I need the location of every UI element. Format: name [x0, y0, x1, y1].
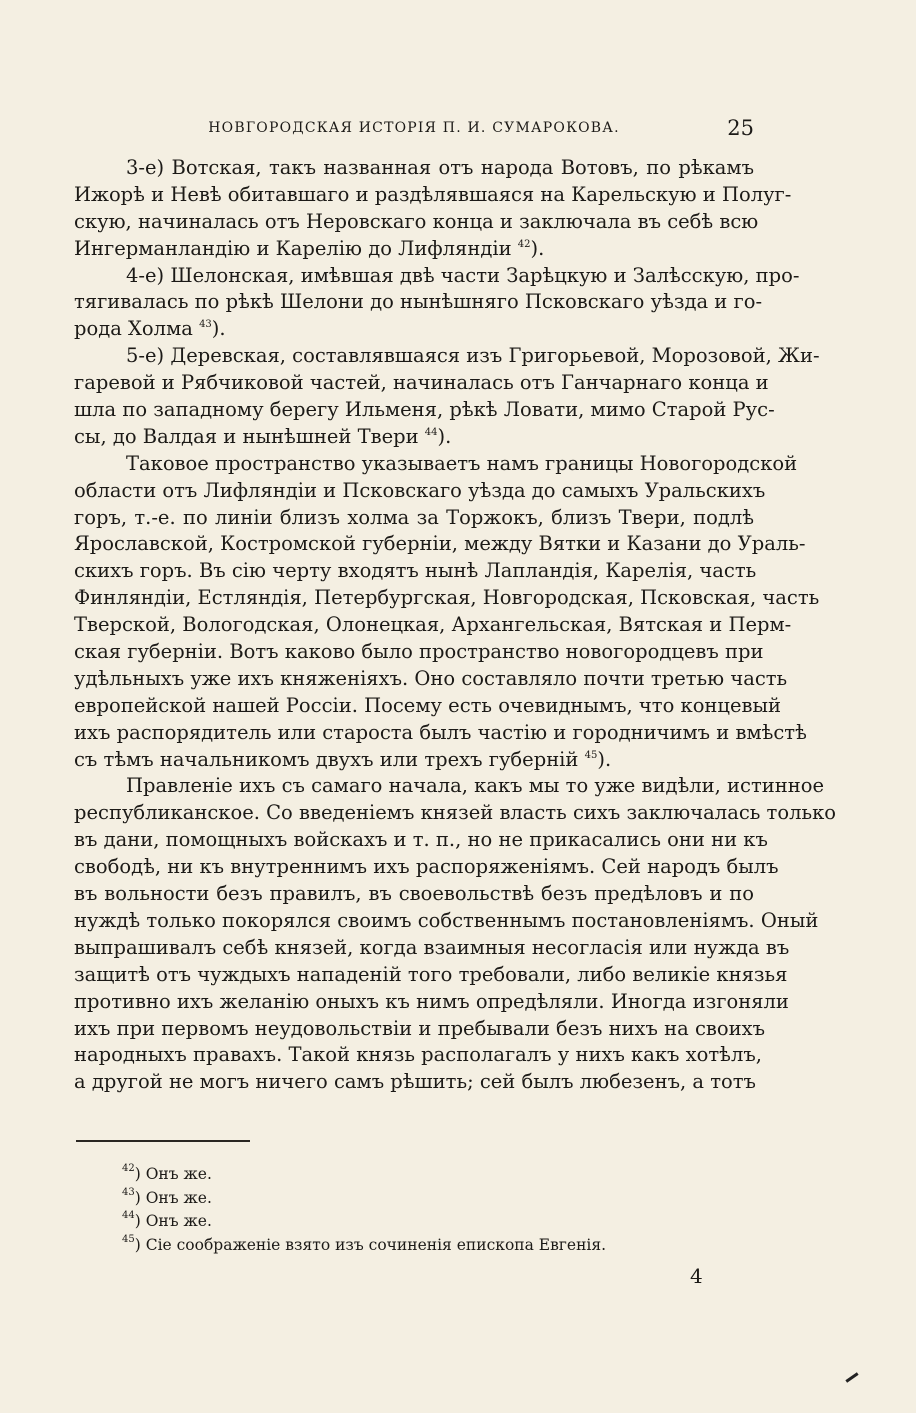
footnote-number: 45	[122, 1233, 135, 1245]
text-line: Финляндіи, Естляндія, Петербургская, Новгородская, Псковская, часть	[74, 586, 820, 610]
text-line: ихъ распорядитель или староста былъ частію и городничимъ и вмѣстѣ	[74, 720, 807, 744]
footnote-text: ) Сіе соображеніе взято изъ сочиненія епископа Евгенія.	[134, 1235, 607, 1254]
text-line: свободѣ, ни къ внутреннимъ ихъ распоряженіямъ. Сей народъ былъ	[74, 855, 779, 879]
footnote-ref: 43	[199, 319, 212, 331]
text-line-last	[74, 236, 754, 263]
pen-stroke-mark	[845, 1372, 858, 1382]
text-line: защитѣ отъ чуждыхъ нападеній того требовали, либо великіе князья	[74, 962, 788, 986]
text-line: шла по западному берегу Ильменя, рѣкѣ Ловати, мимо Старой Рус-	[74, 398, 775, 422]
footnotes	[122, 1163, 722, 1257]
text-line: нуждѣ только покорялся своимъ собственнымъ постановленіямъ. Оный	[74, 908, 819, 932]
text-line: Таковое пространство указываетъ намъ границы Новогородской	[126, 451, 798, 475]
text-line-last	[74, 316, 754, 343]
text-line: тягивалась по рѣкѣ Шелони до нынѣшняго Псковскаго уѣзда и го-	[74, 290, 763, 314]
footnote-text: ) Онъ же.	[134, 1165, 212, 1183]
text-line: ская губерніи. Вотъ каково было пространство новогородцевъ при	[74, 640, 764, 664]
line-end: ).	[437, 424, 452, 448]
footnote-ref: 44	[424, 426, 438, 438]
text-line: области отъ Лифляндіи и Псковскаго уѣзда до самыхъ Уральскихъ	[74, 478, 766, 502]
line-end: ).	[530, 236, 545, 260]
line-end: ).	[597, 747, 612, 771]
running-title: НОВГОРОДСКАЯ ИСТОРІЯ П. И. СУМАРОКОВА.	[208, 120, 620, 136]
text-line: Ижорѣ и Невѣ обитавшаго и раздѣлявшаяся на Карельскую и Полуг-	[74, 182, 792, 206]
footnote-ref: 45	[584, 749, 598, 761]
line-text: съ тѣмъ начальникомъ двухъ или трехъ губерній	[74, 747, 585, 771]
text-line: народныхъ правахъ. Такой князь располагалъ у нихъ какъ хотѣлъ,	[74, 1043, 762, 1067]
text-line: Тверской, Вологодская, Олонецкая, Архангельская, Вятская и Перм-	[74, 613, 792, 637]
text-line: въ дани, помощныхъ войскахъ и т. п., но не прикасались они ни къ	[74, 828, 768, 852]
text-line: въ вольности безъ правилъ, въ своевольствѣ безъ предѣловъ и по	[74, 882, 754, 906]
footnote-number: 42	[122, 1163, 135, 1174]
text-line: ихъ при первомъ неудовольствіи и пребывали безъ нихъ на своихъ	[74, 1016, 766, 1040]
text-line: 4-е) Шелонская, имѣвшая двѣ части Зарѣцкую и Залѣсскую, про-	[126, 263, 800, 287]
footnote-ref: 42	[517, 238, 531, 250]
line-end: ).	[211, 317, 226, 341]
line-text: рода Холма	[74, 317, 200, 341]
footnote-text: ) Онъ же.	[134, 1188, 212, 1207]
footnote	[122, 1163, 722, 1187]
page-number: 25	[727, 116, 754, 140]
text-line: Ярославской, Костромской губерніи, между Вятки и Казани до Ураль-	[74, 532, 806, 556]
body-text	[74, 155, 837, 1096]
text-line: удѣльныхъ уже ихъ княженіяхъ. Оно составляло почти третью часть	[74, 666, 788, 690]
text-line: 3-е) Вотская, такъ названная отъ народа Вотовъ, по рѣкамъ	[126, 156, 754, 179]
paragraph	[74, 155, 792, 263]
footnote-rule	[76, 1140, 250, 1142]
line-text: сы, до Валдая и нынѣшней Твери	[74, 424, 425, 448]
text-line: 5-е) Деревская, составлявшаяся изъ Григорьевой, Морозовой, Жи-	[126, 344, 820, 368]
footnote	[122, 1187, 722, 1211]
text-line: скую, начиналась отъ Неровскаго конца и заключала въ себѣ всю	[74, 209, 759, 233]
footnote-text: ) Онъ же.	[134, 1212, 212, 1230]
signature-mark: 4	[690, 1264, 703, 1288]
text-line: выпрашивалъ себѣ князей, когда взаимныя несогласія или нужда въ	[74, 935, 790, 959]
text-line: противно ихъ желанію оныхъ къ нимъ опредѣляли. Иногда изгоняли	[74, 989, 789, 1013]
text-line: скихъ горъ. Въ сію черту входятъ нынѣ Лапландія, Карелія, часть	[74, 559, 757, 583]
text-line: европейской нашей Россіи. Посему есть очевиднымъ, что концевый	[74, 693, 782, 717]
footnote-number: 43	[122, 1186, 135, 1198]
paragraph	[74, 263, 800, 344]
footnote-number: 44	[122, 1210, 135, 1221]
text-line: республиканское. Со введеніемъ князей власть сихъ заключалась только	[74, 801, 837, 825]
paragraph	[74, 451, 820, 774]
paragraph	[74, 343, 820, 451]
text-line-last	[74, 747, 754, 774]
line-text: Ингерманландію и Карелію до Лифляндіи	[74, 236, 518, 260]
text-line: а другой не могъ ничего самъ рѣшить; сей былъ любезенъ, а тотъ	[74, 1070, 756, 1094]
text-line: горъ, т.-е. по линіи близъ холма за Торжокъ, близъ Твери, подлѣ	[74, 505, 754, 529]
text-line-last	[74, 424, 754, 451]
running-header	[74, 116, 754, 142]
paragraph	[74, 773, 837, 1096]
footnote	[122, 1234, 722, 1258]
text-line: Правленіе ихъ съ самаго начала, какъ мы то уже видѣли, истинное	[126, 774, 825, 798]
text-line: гаревой и Рябчиковой частей, начиналась отъ Ганчарнаго конца и	[74, 371, 769, 395]
footnote	[122, 1210, 722, 1234]
